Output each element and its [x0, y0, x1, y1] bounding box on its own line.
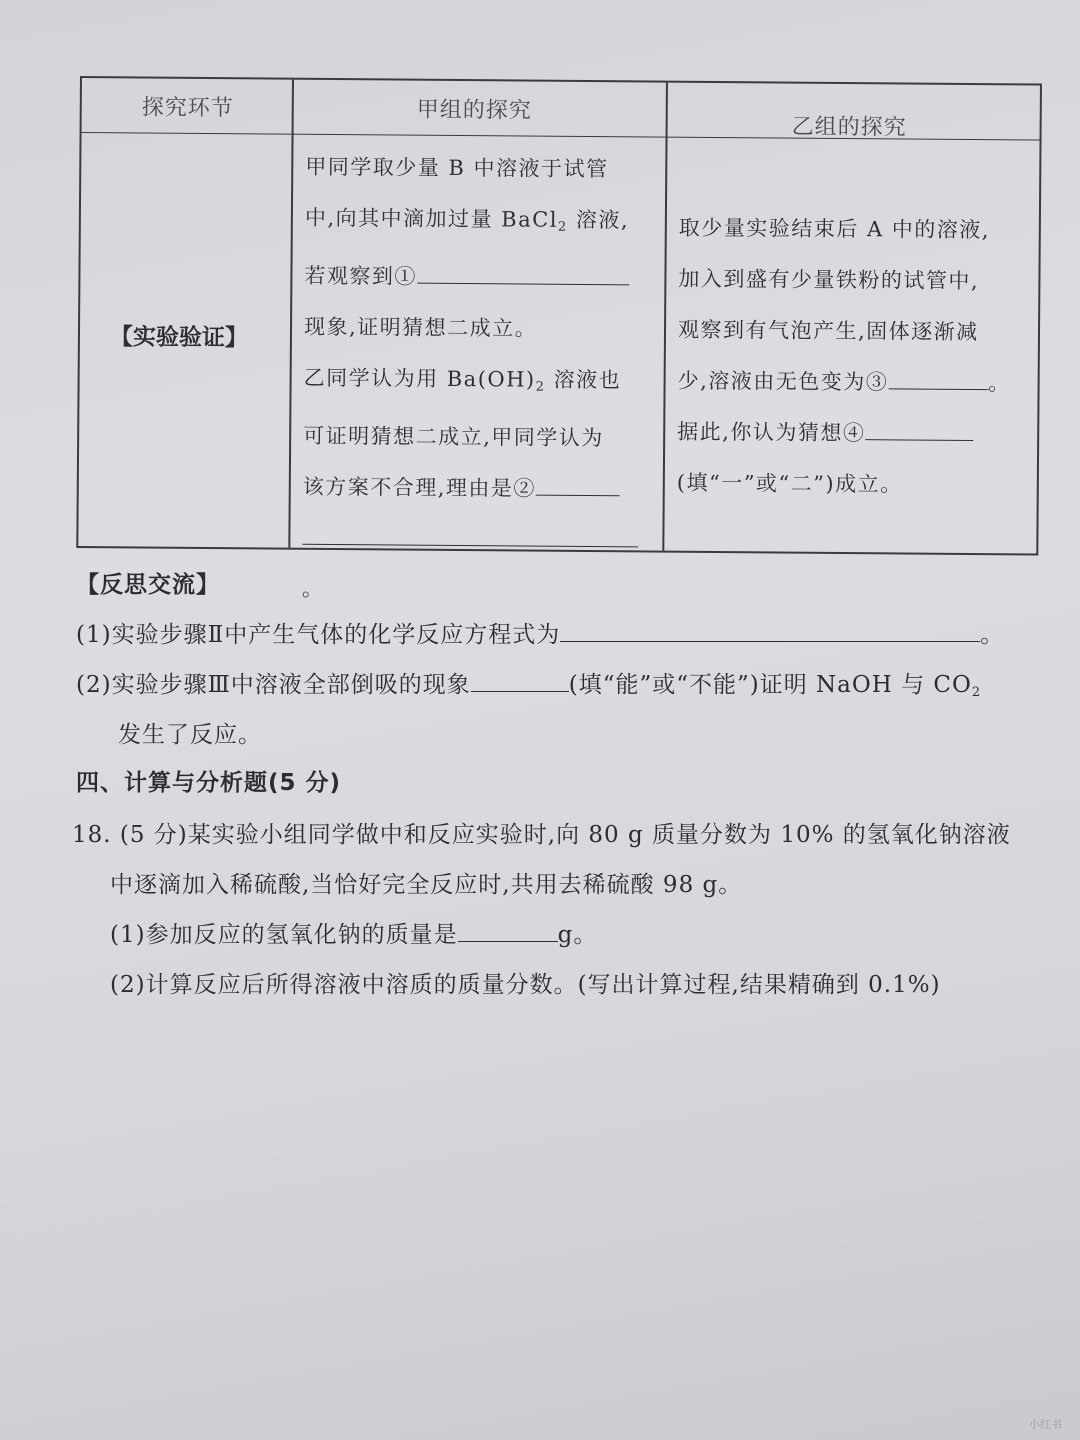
reflection-q1: (1)实验步骤Ⅱ中产生气体的化学反应方程式为 。: [76, 616, 1004, 649]
answer-blank-2[interactable]: [536, 471, 620, 497]
answer-blank-q1[interactable]: [560, 617, 980, 642]
group-a-line: 。: [302, 513, 653, 618]
group-b-line: (填“一”或“二”)成立。: [676, 470, 903, 497]
group-a-line: 该方案不合理,理由是②: [303, 462, 653, 516]
header-stage: 探究环节: [141, 95, 234, 122]
watermark: 小红书: [1029, 1418, 1062, 1431]
group-a-line: 现象,证明猜想二成立。: [303, 314, 538, 341]
reflection-title: 【反思交流】: [76, 572, 220, 598]
question-18-line-2: 中逐滴加入稀硫酸,当恰好完全反应时,共用去稀硫酸 98 g。: [110, 872, 743, 898]
group-a-line: 中,向其中滴加过量 BaCl$_2$ 溶液,: [304, 205, 630, 235]
answer-blank-4[interactable]: [865, 415, 973, 441]
table-divider: [662, 83, 668, 551]
group-a-line: 甲同学取少量 B 中溶液于试管: [305, 154, 609, 182]
reflection-q2-cont: 发生了反应。: [118, 722, 262, 748]
question-18-1: (1)参加反应的氢氧化钠的质量是 g。: [110, 916, 597, 949]
group-a-line: 若观察到①: [304, 251, 654, 305]
group-b-text: [677, 203, 1035, 512]
group-b-line: 据此,你认为猜想④: [677, 407, 1033, 461]
group-b-line: 观察到有气泡产生,固体逐渐减: [677, 317, 979, 345]
header-group-a: 甲组的探究: [416, 97, 532, 124]
header-group-b: 乙组的探究: [791, 114, 907, 141]
group-b-line: 取少量实验结束后 A 中的溶液,: [678, 215, 991, 243]
row-label-verify: 【实验验证】: [109, 324, 249, 352]
answer-blank-3[interactable]: [888, 364, 988, 390]
question-18-line-1: 18. (5 分)某实验小组同学做中和反应实验时,向 80 g 质量分数为 10% 的氢氧化钠溶液: [72, 822, 1011, 848]
question-18-2: (2)计算反应后所得溶液中溶质的质量分数。(写出计算过程,结果精确到 0.1%): [110, 972, 941, 998]
group-a-line: 可证明猜想二成立,甲同学认为: [303, 423, 604, 451]
group-a-text: [302, 142, 656, 618]
answer-blank-q2[interactable]: [471, 667, 569, 692]
group-b-line: 少,溶液由无色变为③ 。: [677, 356, 1033, 410]
answer-blank-18-1[interactable]: [458, 917, 558, 942]
group-b-line: 加入到盛有少量铁粉的试管中,: [678, 266, 980, 294]
section-4-title: 四、计算与分析题(5 分): [76, 770, 342, 796]
answer-blank-2-cont[interactable]: [302, 520, 638, 548]
group-a-line: 乙同学认为用 $Ba(OH)_2$ 溶液也: [303, 365, 622, 395]
answer-blank-1[interactable]: [417, 259, 629, 286]
table-divider: [288, 80, 294, 548]
reflection-q2: (2)实验步骤Ⅲ中溶液全部倒吸的现象 (填“能”或“不能”)证明 NaOH 与 $CO_2$: [76, 666, 981, 700]
